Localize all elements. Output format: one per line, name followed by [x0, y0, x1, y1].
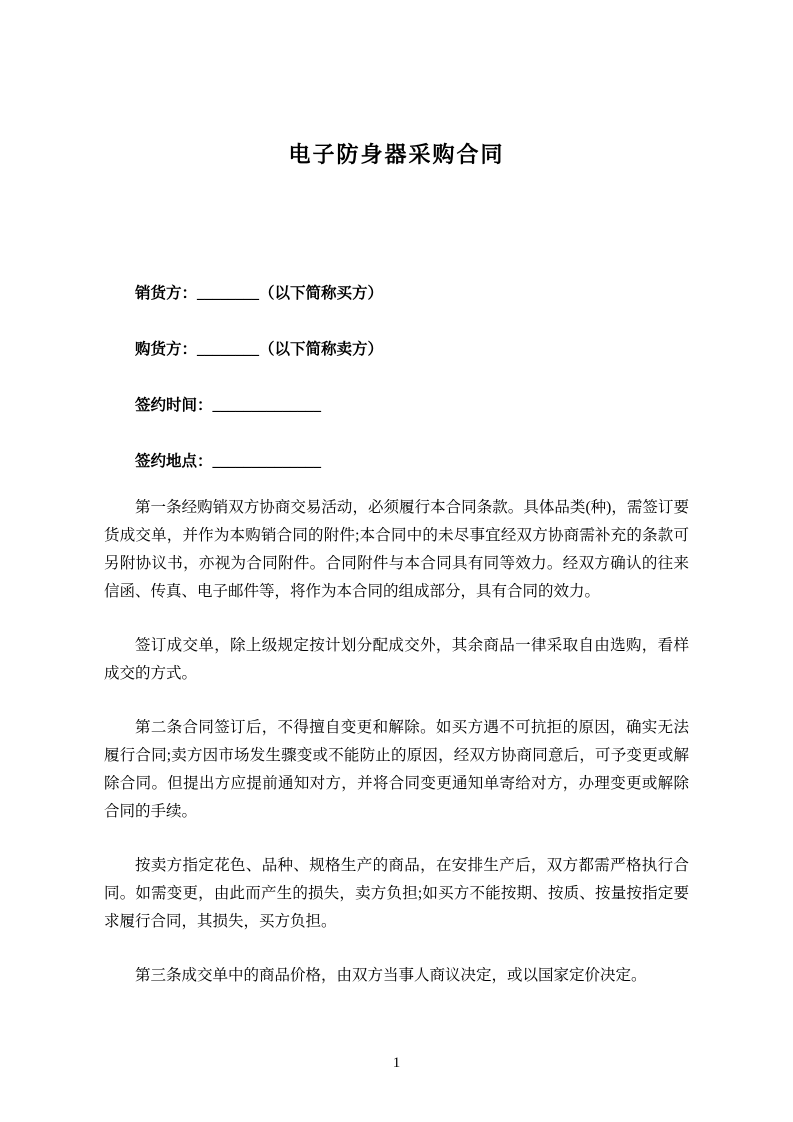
field-seller — [104, 280, 689, 308]
document-title: 电子防身器采购合同 — [288, 142, 505, 167]
field-seller-suffix: （以下简称买方） — [259, 285, 384, 302]
field-seller-blank: ________ — [197, 285, 260, 302]
page-number: 1 — [392, 1055, 401, 1071]
contract-paragraph-3: 第二条合同签订后，不得擅自变更和解除。如买方遇不可抗拒的原因，确实无法履行合同;卖方因市场发生骤变或不能防止的原因，经双方协商同意后，可予变更或解除合同。但提出方应提前通知对方，并将合同变更通知单寄给对方，办理变更或解除合同的手续。 — [104, 719, 689, 820]
contract-body — [104, 494, 689, 990]
field-signing-time — [104, 392, 689, 420]
field-buyer — [104, 336, 689, 364]
field-signing-time-blank: ______________ — [212, 397, 322, 414]
field-seller-label: 销货方： — [135, 285, 198, 302]
field-signing-place — [104, 448, 689, 476]
field-buyer-suffix: （以下简称卖方） — [259, 341, 384, 358]
field-signing-time-label: 签约时间： — [135, 397, 213, 414]
contract-paragraph-4: 按卖方指定花色、品种、规格生产的商品，在安排生产后，双方都需严格执行合同。如需变更，由此而产生的损失，卖方负担;如买方不能按期、按质、按量按指定要求履行合同，其损失，买方负担。 — [104, 857, 689, 930]
contract-header-fields — [104, 280, 689, 476]
contract-paragraph-5: 第三条成交单中的商品价格，由双方当事人商议决定，或以国家定价决定。 — [135, 967, 647, 984]
field-buyer-label: 购货方： — [135, 341, 198, 358]
field-buyer-blank: ________ — [197, 341, 260, 358]
contract-paragraph-1: 第一条经购销双方协商交易活动，必须履行本合同条款。具体品类(种)，需签订要货成交单，并作为本购销合同的附件;本合同中的未尽事宜经双方协商需补充的条款可另附协议书，亦视为合同附件。合同附件与本合同具有同等效力。经双方确认的往来信函、传真、电子邮件等，将作为本合同的组成部分，具有合同的效力。 — [104, 499, 689, 600]
contract-paragraph-2: 签订成交单，除上级规定按计划分配成交外，其余商品一律采取自由选购，看样成交的方式。 — [104, 637, 689, 682]
field-signing-place-label: 签约地点： — [135, 453, 213, 470]
field-signing-place-blank: ______________ — [212, 453, 322, 470]
